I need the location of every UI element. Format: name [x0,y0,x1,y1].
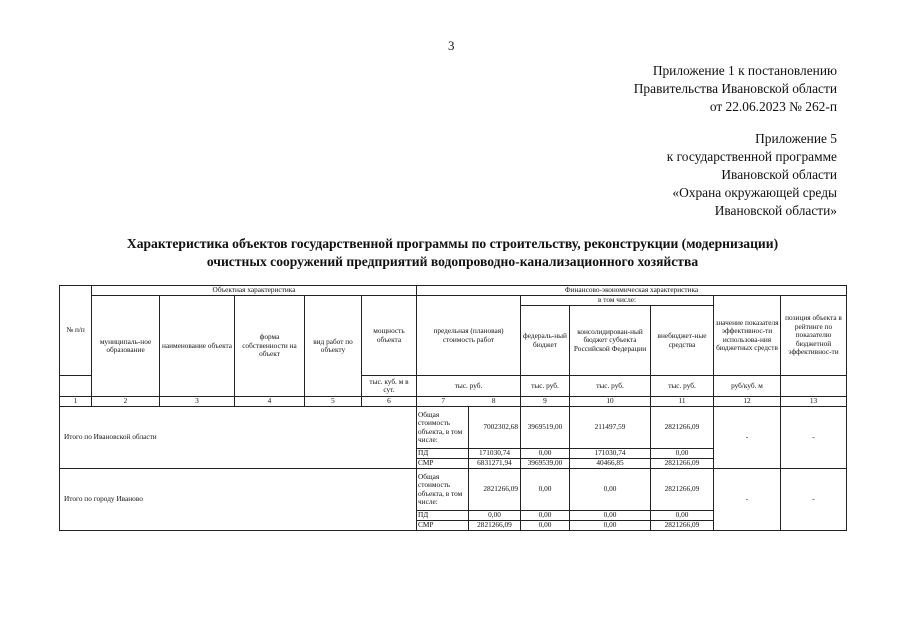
column-number: 12 [714,397,781,407]
header-rating: позиция объекта в рейтинге по показателю бюджетной эффективнос-ти [781,296,847,376]
unit-consolidated: тыс. руб. [570,376,651,397]
header-consolidated: консолидирован-ный бюджет субъекта Российской Федерации [570,306,651,376]
header-finance-group: Финансово-экономическая характеристика [417,286,847,296]
appendix-1-line: Приложение 1 к постановлению [652,63,837,78]
consolidated-cell: 0,00 [570,511,651,521]
column-number: 10 [570,397,651,407]
unit-offbudget: тыс. руб. [651,376,714,397]
row-type: СМР [417,459,469,469]
header-capacity: мощность объекта [362,296,417,376]
cost-cell: 171030,74 [469,449,521,459]
header-work-type: вид работ по объекту [305,296,362,397]
header-num: № п/п [60,286,92,376]
group-label: Итого по городу Иваново [60,469,417,531]
unit-federal: тыс. руб. [521,376,570,397]
cost-cell: 2821266,09 [469,469,521,511]
title-line: Характеристика объектов государственной программы по строительству, реконструкции (модернизации) [126,236,779,251]
efficiency-cell: - [714,407,781,469]
federal-cell: 3969519,00 [521,407,570,449]
objects-table [59,285,847,531]
offbudget-cell: 2821266,09 [651,459,714,469]
header-object-group: Объектная характеристика [92,286,417,296]
cost-cell: 7002302,68 [469,407,521,449]
column-number: 7 [441,396,446,406]
federal-cell: 3969539,00 [521,459,570,469]
appendix-5-header [667,130,837,220]
row-type: ПД [417,511,469,521]
column-number: 6 [362,397,417,407]
table-row [60,469,847,511]
header-municipal: муниципаль-ное образование [92,296,160,397]
cost-cell: 0,00 [469,511,521,521]
row-type: Общая стоимость объекта, в том числе: [417,469,469,511]
header-cost: предельная (плановая) стоимость работ [417,296,521,376]
document-title [60,235,845,271]
header-object-name: наименование объекта [160,296,235,397]
page-number: 3 [448,38,455,53]
column-number: 9 [521,397,570,407]
offbudget-cell: 2821266,09 [651,469,714,511]
header-including: в том числе: [521,296,714,306]
table-row [60,407,847,449]
column-number: 8 [491,396,496,406]
efficiency-cell: - [714,469,781,531]
appendix-5-line: к государственной программе [666,149,837,164]
appendix-5-line: Приложение 5 [755,131,837,146]
row-type: СМР [417,521,469,531]
appendix-5-line: Ивановской области» [714,203,837,218]
header-offbudget: внебюджет-ные средства [651,306,714,376]
header-num-cont [60,376,92,397]
column-number: 1 [60,397,92,407]
cost-cell: 6831271,94 [469,459,521,469]
unit-efficiency: руб/куб. м [714,376,781,397]
appendix-5-line: «Охрана окружающей среды [672,185,837,200]
group-label: Итого по Ивановской области [60,407,417,469]
column-number: 4 [235,397,305,407]
unit-rating [781,376,847,397]
unit-capacity: тыс. куб. м в сут. [362,376,417,397]
offbudget-cell: 0,00 [651,511,714,521]
column-number-pair [417,397,521,407]
federal-cell: 0,00 [521,449,570,459]
header-ownership: форма собственности на объект [235,296,305,397]
consolidated-cell: 0,00 [570,469,651,511]
appendix-1-header [634,62,837,116]
row-type: ПД [417,449,469,459]
offbudget-cell: 2821266,09 [651,407,714,449]
cost-cell: 2821266,09 [469,521,521,531]
offbudget-cell: 2821266,09 [651,521,714,531]
row-type: Общая стоимость объекта, в том числе: [417,407,469,449]
consolidated-cell: 0,00 [570,521,651,531]
consolidated-cell: 171030,74 [570,449,651,459]
consolidated-cell: 211497,59 [570,407,651,449]
federal-cell: 0,00 [521,469,570,511]
appendix-1-line: от 22.06.2023 № 262-п [709,99,837,114]
appendix-1-line: Правительства Ивановской области [633,81,837,96]
rating-cell: - [781,407,847,469]
offbudget-cell: 0,00 [651,449,714,459]
unit-cost: тыс. руб. [417,376,521,397]
header-efficiency: значение показателя эффективнос-ти использова-ния бюджетных средств [714,296,781,376]
consolidated-cell: 40466,85 [570,459,651,469]
rating-cell: - [781,469,847,531]
column-number: 2 [92,397,160,407]
header-federal: федераль-ный бюджет [521,306,570,376]
column-number: 11 [651,397,714,407]
federal-cell: 0,00 [521,511,570,521]
title-line: очистных сооружений предприятий водопроводно-канализационного хозяйства [206,254,699,269]
column-number: 13 [781,397,847,407]
column-number: 5 [305,397,362,407]
appendix-5-line: Ивановской области [721,167,837,182]
column-number: 3 [160,397,235,407]
federal-cell: 0,00 [521,521,570,531]
